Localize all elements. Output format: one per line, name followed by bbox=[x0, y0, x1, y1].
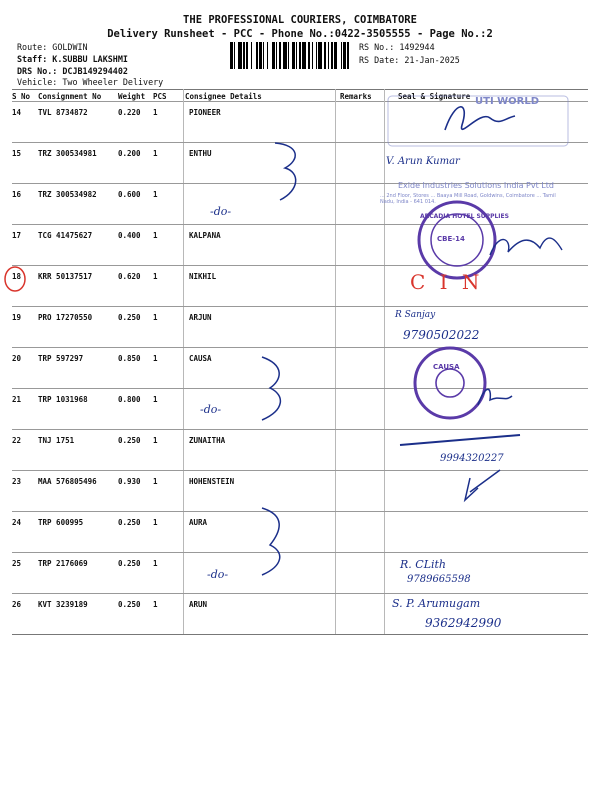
cell-pcs: 1 bbox=[153, 518, 158, 527]
cell-sno: 17 bbox=[12, 231, 22, 240]
cell-pcs: 1 bbox=[153, 272, 158, 281]
red-handwritten-code: C I N bbox=[410, 270, 484, 294]
drs-number: DRS No.: DCJB149294402 bbox=[17, 66, 128, 76]
cell-pcs: 1 bbox=[153, 354, 158, 363]
cell-consignee: CAUSA bbox=[189, 354, 212, 363]
col-header-sno: S No bbox=[12, 92, 31, 101]
cell-sno: 23 bbox=[12, 477, 22, 486]
cell-weight: 0.250 bbox=[118, 518, 141, 527]
signature-row17 bbox=[490, 238, 562, 255]
rs-date: RS Date: 21-Jan-2025 bbox=[359, 55, 460, 65]
signature-row15-name: V. Arun Kumar bbox=[386, 156, 460, 167]
cell-consignment: TCG 41475627 bbox=[38, 231, 93, 240]
cell-pcs: 1 bbox=[153, 231, 158, 240]
cell-consignment: TRZ 300534981 bbox=[38, 149, 97, 158]
cell-weight: 0.600 bbox=[118, 190, 141, 199]
cell-pcs: 1 bbox=[153, 190, 158, 199]
cell-sno: 22 bbox=[12, 436, 22, 445]
col-header-pcs: PCS bbox=[153, 92, 167, 101]
cell-consignee: ZUNAITHA bbox=[189, 436, 226, 445]
cell-sno: 16 bbox=[12, 190, 22, 199]
cell-consignee: NIKHIL bbox=[189, 272, 217, 281]
stamp-address-row15: ... 2nd Floor, Stores ... Baaya Mill Road, Goldwins, Coimbatore ... Tamil Nadu, India - 641 014. bbox=[380, 193, 556, 205]
signature-row25-name: R. CLith bbox=[400, 558, 447, 571]
signature-row23 bbox=[465, 470, 500, 500]
ditto-brace-1 bbox=[275, 143, 296, 200]
vehicle: Vehicle: Two Wheeler Delivery bbox=[17, 77, 164, 87]
phone-row25: 9789665598 bbox=[407, 574, 471, 585]
cell-pcs: 1 bbox=[153, 395, 158, 404]
cell-sno: 24 bbox=[12, 518, 22, 527]
cell-pcs: 1 bbox=[153, 477, 158, 486]
staff: Staff: K.SUBBU LAKSHMI bbox=[17, 54, 128, 64]
cell-weight: 0.250 bbox=[118, 313, 141, 322]
cell-consignment: TRZ 300534982 bbox=[38, 190, 97, 199]
cell-consignment: TRP 600995 bbox=[38, 518, 84, 527]
cell-weight: 0.250 bbox=[118, 559, 141, 568]
cell-sno: 19 bbox=[12, 313, 22, 322]
col-header-weight: Weight bbox=[118, 92, 146, 101]
cell-weight: 0.250 bbox=[118, 600, 141, 609]
cell-pcs: 1 bbox=[153, 436, 158, 445]
cell-consignee: AURA bbox=[189, 518, 208, 527]
cell-consignment: TRP 597297 bbox=[38, 354, 84, 363]
ditto-row25: -do- bbox=[207, 568, 229, 581]
col-header-remarks: Remarks bbox=[340, 92, 372, 101]
red-circle-mark bbox=[5, 267, 25, 291]
cell-consignee: ARJUN bbox=[189, 313, 212, 322]
cell-consignment: MAA 576805496 bbox=[38, 477, 97, 486]
col-header-consignment: Consignment No bbox=[38, 92, 102, 101]
route: Route: GOLDWIN bbox=[17, 42, 88, 52]
cell-weight: 0.800 bbox=[118, 395, 141, 404]
strike-row22 bbox=[400, 435, 520, 445]
stamp-arcadia-code: CBE-14 bbox=[437, 235, 465, 243]
cell-weight: 0.930 bbox=[118, 477, 141, 486]
phone-row19: 9790502022 bbox=[403, 328, 480, 342]
cell-pcs: 1 bbox=[153, 108, 158, 117]
cell-pcs: 1 bbox=[153, 559, 158, 568]
ditto-brace-2 bbox=[262, 357, 280, 420]
cell-consignment: TRP 2176069 bbox=[38, 559, 88, 568]
signature-row19-name: R Sanjay bbox=[395, 310, 436, 320]
ditto-row16: -do- bbox=[210, 205, 232, 218]
cell-consignee: ARUN bbox=[189, 600, 208, 609]
cell-weight: 0.850 bbox=[118, 354, 141, 363]
cell-weight: 0.620 bbox=[118, 272, 141, 281]
col-header-consignee: Consignee Details bbox=[185, 92, 262, 101]
stamp-arcadia-text: ARCADIA HOTEL SUPPLIES bbox=[420, 213, 509, 220]
cell-weight: 0.220 bbox=[118, 108, 141, 117]
cell-sno: 18 bbox=[12, 272, 22, 281]
phone-row22: 9994320227 bbox=[440, 453, 504, 464]
cell-consignment: TNJ 1751 bbox=[38, 436, 75, 445]
cell-sno: 15 bbox=[12, 149, 22, 158]
cell-sno: 26 bbox=[12, 600, 22, 609]
cell-pcs: 1 bbox=[153, 149, 158, 158]
signature-row14 bbox=[445, 107, 515, 130]
causa-stamp bbox=[415, 348, 485, 418]
cell-pcs: 1 bbox=[153, 313, 158, 322]
stamp-uti-world: UTI WORLD bbox=[475, 96, 540, 107]
cell-sno: 21 bbox=[12, 395, 22, 404]
cell-weight: 0.250 bbox=[118, 436, 141, 445]
cell-sno: 25 bbox=[12, 559, 22, 568]
document-subtitle: Delivery Runsheet - PCC - Phone No.:0422-3505555 - Page No.:2 bbox=[107, 28, 493, 40]
cell-consignee: ENTHU bbox=[189, 149, 212, 158]
cell-weight: 0.200 bbox=[118, 149, 141, 158]
col-header-signature: Seal & Signature bbox=[398, 92, 471, 101]
stamp-causa-text: CAUSA bbox=[433, 363, 460, 371]
stamp-company-row15: Exide Industries Solutions India Pvt Ltd bbox=[398, 181, 554, 190]
cell-consignment: TVL 8734872 bbox=[38, 108, 88, 117]
cell-consignment: PRO 17270550 bbox=[38, 313, 93, 322]
phone-row26: 9362942990 bbox=[425, 616, 502, 630]
ditto-row21: -do- bbox=[200, 403, 222, 416]
cell-weight: 0.400 bbox=[118, 231, 141, 240]
cell-consignee: HOHENSTEIN bbox=[189, 477, 235, 486]
cell-sno: 20 bbox=[12, 354, 22, 363]
cell-consignee: KALPANA bbox=[189, 231, 221, 240]
ditto-brace-3 bbox=[262, 508, 280, 575]
cell-pcs: 1 bbox=[153, 600, 158, 609]
cell-sno: 14 bbox=[12, 108, 22, 117]
cell-consignment: KRR 50137517 bbox=[38, 272, 93, 281]
cell-consignment: TRP 1031968 bbox=[38, 395, 88, 404]
cell-consignment: KVT 3239189 bbox=[38, 600, 88, 609]
document-title: THE PROFESSIONAL COURIERS, COIMBATORE bbox=[183, 14, 417, 26]
cell-consignee: PIONEER bbox=[189, 108, 221, 117]
rs-number: RS No.: 1492944 bbox=[359, 42, 435, 52]
signature-row26-name: S. P. Arumugam bbox=[392, 597, 481, 610]
